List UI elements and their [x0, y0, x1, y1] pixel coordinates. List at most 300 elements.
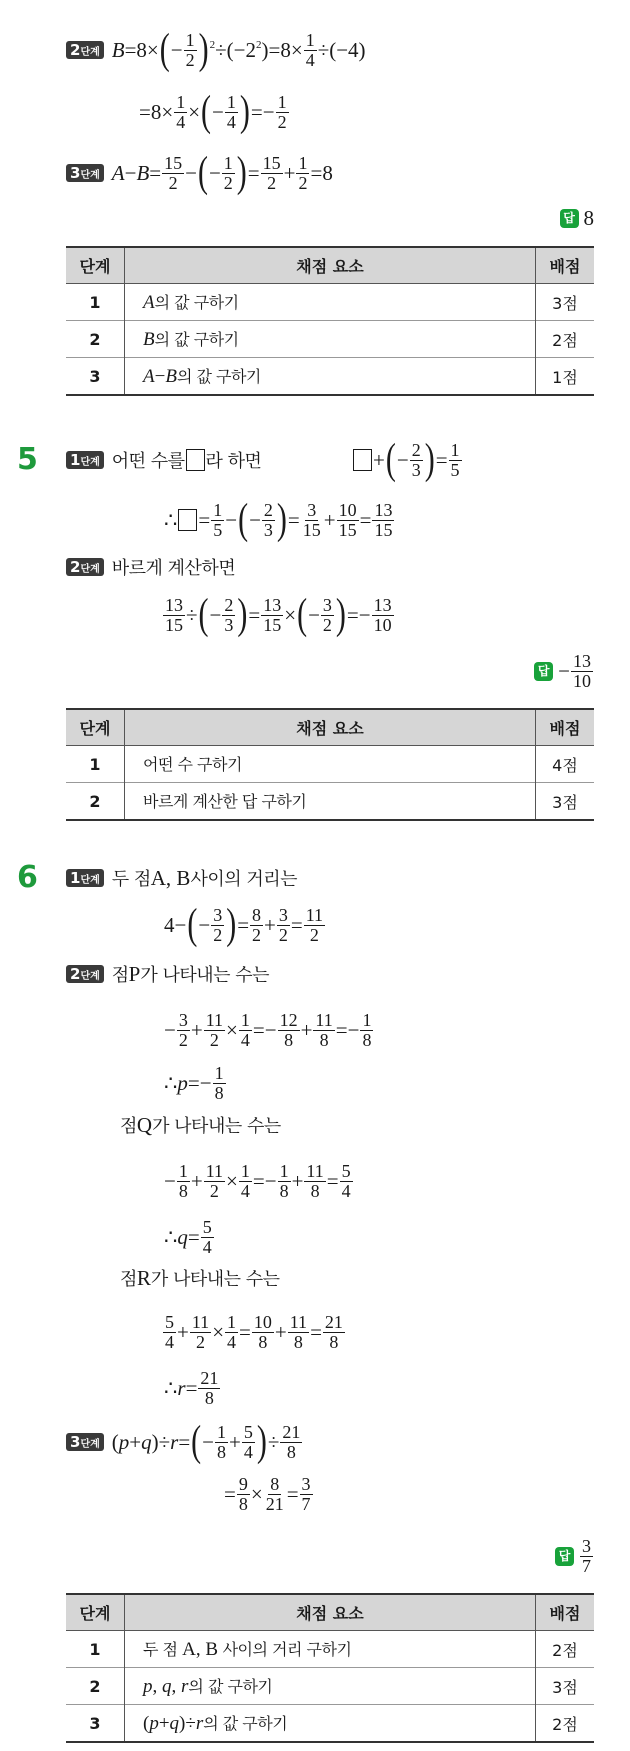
fraction [201, 1218, 214, 1257]
equation [164, 495, 395, 545]
denominator: 10 [373, 614, 392, 635]
numerator: 21 [200, 1367, 219, 1388]
numerator: 10 [253, 1311, 272, 1332]
math-text: − [170, 37, 183, 62]
blank-box-icon [186, 449, 205, 471]
step-badge: 2 단계 [66, 558, 104, 576]
korean-text: 의 값 구하기 [154, 330, 239, 349]
equation [224, 1469, 314, 1519]
math-text: =− [252, 1017, 277, 1042]
denominator: 7 [582, 1555, 591, 1576]
denominator: 8 [238, 1493, 248, 1514]
math-text: − [225, 507, 238, 532]
math-text: − [124, 160, 137, 185]
numerator: 3 [582, 1535, 591, 1556]
math-text: =8 [310, 160, 333, 185]
fraction [262, 501, 275, 540]
right-paren: ) [198, 25, 209, 74]
equation [111, 25, 366, 74]
fraction [449, 441, 462, 480]
left-paren: ( [297, 590, 308, 639]
denominator: 15 [165, 614, 183, 635]
denominator: 4 [243, 1441, 253, 1462]
denominator: 4 [341, 1180, 351, 1201]
math-variable: B [111, 37, 125, 62]
denominator: 2 [267, 172, 277, 193]
numerator: 15 [262, 152, 281, 173]
math-text: = [224, 1481, 236, 1506]
math-text: ∴ [164, 1070, 178, 1095]
equation [111, 1417, 304, 1466]
korean-text: 점 [120, 1269, 137, 1290]
math-text: = [239, 1319, 251, 1344]
numerator: 1 [178, 1160, 188, 1181]
denominator: 8 [204, 1387, 214, 1408]
korean-text: 의 값 구하기 [203, 1714, 288, 1733]
fraction [276, 93, 289, 132]
step-number: 3 [66, 1705, 125, 1743]
fraction [410, 441, 423, 480]
step-badge: 1 단계 [66, 451, 104, 469]
korean-text: 점 [120, 1116, 137, 1137]
denominator: 2 [298, 172, 308, 193]
math-text: =− [252, 1168, 277, 1193]
fraction [163, 1313, 176, 1352]
numerator: 3 [178, 1009, 188, 1030]
table-header-row [66, 247, 594, 284]
korean-text: 바르게 계산한 답 구하기 [143, 792, 307, 811]
scoring-item [125, 783, 536, 821]
denominator: 8 [284, 1029, 294, 1050]
denominator: 3 [411, 459, 421, 480]
denominator: 8 [279, 1180, 289, 1201]
denominator: 4 [227, 1331, 237, 1352]
numerator: 3 [307, 499, 317, 520]
math-text: + [229, 1429, 241, 1454]
korean-text: 두 점 [143, 1640, 183, 1659]
table-row [66, 321, 594, 358]
column-header: 단계 [66, 1594, 125, 1631]
equation [164, 1005, 374, 1055]
table-row [66, 1631, 594, 1668]
right-paren: ) [424, 435, 435, 484]
denominator: 4 [240, 1029, 250, 1050]
fraction [321, 596, 334, 635]
numerator: 21 [324, 1311, 343, 1332]
denominator: 8 [293, 1331, 303, 1352]
math-variable: q [177, 1224, 188, 1249]
math-text: )÷ [179, 1713, 196, 1734]
denominator: 8 [329, 1331, 339, 1352]
numerator: 1 [185, 29, 195, 50]
left-paren: ( [198, 590, 209, 639]
math-text: = [185, 1375, 198, 1400]
points: 2점 [536, 321, 595, 358]
column-header: 배점 [536, 1594, 595, 1631]
column-header: 단계 [66, 247, 125, 284]
fraction [313, 1011, 334, 1050]
right-paren: ) [335, 590, 346, 639]
math-text: 8 [583, 205, 594, 230]
korean-text: 사이의 거리 구하기 [218, 1640, 352, 1659]
step-number: 1 [66, 1631, 125, 1668]
math-text: × [226, 1017, 238, 1042]
math-variable: p [143, 1676, 153, 1697]
math-variable: B [143, 329, 155, 350]
fraction [278, 1011, 300, 1050]
fraction [288, 1313, 309, 1352]
numerator: 1 [213, 499, 223, 520]
denominator: 2 [322, 614, 332, 635]
superscript: 2 [209, 38, 216, 51]
math-text: 4− [164, 912, 187, 937]
numerator: 13 [373, 594, 392, 615]
math-text: − [396, 447, 409, 472]
step-text [120, 1100, 281, 1150]
math-text: = [290, 912, 303, 937]
math-text: = [248, 602, 261, 627]
math-text: =− [346, 602, 371, 627]
math-text: + [264, 912, 276, 937]
numerator: 2 [411, 439, 421, 460]
fraction [304, 31, 317, 70]
q5-step2-line [66, 542, 235, 592]
math-text: =− [335, 1017, 360, 1042]
points: 3점 [536, 284, 595, 321]
math-text: = [149, 160, 162, 185]
denominator: 21 [265, 1493, 284, 1514]
math-text: − [164, 1017, 176, 1042]
math-text: × [226, 1168, 238, 1193]
fraction [372, 501, 394, 540]
answer-value [558, 652, 594, 691]
numerator: 11 [191, 1311, 210, 1332]
equation [162, 590, 395, 640]
denominator: 4 [176, 111, 186, 132]
numerator: 1 [298, 152, 308, 173]
points: 4점 [536, 746, 595, 783]
numerator: 1 [214, 1062, 224, 1083]
math-text: = [198, 507, 211, 532]
math-text: − [154, 366, 166, 387]
numerator: 11 [289, 1311, 308, 1332]
problem-number: 5 [17, 442, 38, 477]
points: 2점 [536, 1631, 595, 1668]
numerator: 5 [341, 1160, 351, 1181]
math-variable: r [181, 1676, 189, 1697]
scoring-item [125, 1631, 536, 1668]
math-text: = [187, 1224, 200, 1249]
fraction [301, 501, 323, 540]
math-text: = [310, 1319, 322, 1344]
korean-text: 사이의 거리는 [190, 869, 298, 890]
math-text: = [247, 160, 260, 185]
denominator: 2 [223, 172, 233, 193]
math-text: =− [187, 1070, 212, 1095]
q4-step2-line [66, 25, 366, 75]
math-text: A, B [182, 1639, 218, 1660]
scoring-item [125, 321, 536, 358]
math-text: ∴ [164, 1375, 178, 1400]
column-header: 배점 [536, 247, 595, 284]
fraction [162, 154, 184, 193]
equation [162, 1307, 346, 1357]
q4-step3-line [66, 148, 333, 198]
math-text: × [212, 1319, 225, 1344]
step-badge: 3 단계 [66, 164, 104, 182]
table-row [66, 1668, 594, 1705]
column-header: 채점 요소 [125, 247, 536, 284]
numerator: 1 [176, 91, 186, 112]
math-text: ÷ [186, 602, 198, 627]
table-header-row [66, 709, 594, 746]
fraction [177, 1011, 190, 1050]
math-text: + [300, 1017, 313, 1042]
problem-number: 6 [17, 860, 38, 895]
math-variable: A [143, 292, 155, 313]
fraction [190, 1313, 211, 1352]
numerator: 1 [305, 29, 315, 50]
fraction [211, 501, 224, 540]
fraction [304, 1162, 325, 1201]
numerator: 11 [205, 1160, 224, 1181]
left-paren: ( [197, 148, 208, 197]
fraction [174, 93, 187, 132]
numerator: 13 [263, 594, 282, 615]
math-text: Q [136, 1112, 153, 1137]
numerator: 2 [263, 499, 273, 520]
numerator: 1 [226, 91, 236, 112]
denominator: 2 [178, 1029, 188, 1050]
numerator: 1 [279, 1160, 289, 1181]
fraction [242, 1423, 255, 1462]
blank-box-icon [178, 509, 197, 531]
math-text: × [188, 99, 201, 124]
scoring-table [66, 246, 594, 396]
math-text: ( [111, 1429, 119, 1454]
numerator: 1 [277, 91, 287, 112]
math-text: − [208, 160, 221, 185]
math-text: R [136, 1265, 151, 1290]
denominator: 8 [310, 1180, 320, 1201]
denominator: 2 [277, 111, 287, 132]
denominator: 8 [319, 1029, 329, 1050]
step-text [112, 447, 262, 473]
fraction [250, 906, 263, 945]
numerator: 12 [279, 1009, 298, 1030]
numerator: 3 [213, 904, 223, 925]
equation [164, 900, 326, 950]
korean-text: 의 값 구하기 [176, 367, 261, 386]
points: 2점 [536, 1705, 595, 1743]
points: 3점 [536, 1668, 595, 1705]
math-text: =8× [124, 37, 159, 62]
math-variable: p [177, 1070, 188, 1095]
math-variable: A [111, 160, 125, 185]
denominator: 8 [217, 1441, 227, 1462]
left-paren: ( [191, 1417, 202, 1466]
fraction [337, 501, 359, 540]
step-badge: 1 단계 [66, 869, 104, 887]
step-text [112, 961, 269, 987]
left-paren: ( [238, 495, 249, 544]
denominator: 15 [374, 519, 393, 540]
numerator: 1 [240, 1009, 250, 1030]
math-variable: p [149, 1713, 159, 1734]
table-row [66, 746, 594, 783]
fraction [239, 1162, 252, 1201]
step-number: 2 [66, 321, 125, 358]
korean-text: 의 값 구하기 [154, 293, 239, 312]
table-row [66, 1705, 594, 1743]
fraction [211, 906, 224, 945]
math-text: × [250, 1481, 263, 1506]
answer-value [579, 1537, 594, 1576]
korean-text: 의 값 구하기 [188, 1677, 273, 1696]
fraction [278, 1162, 291, 1201]
math-variable: q [162, 1676, 172, 1697]
math-text: − [558, 658, 570, 683]
math-text: ÷(−2 [215, 37, 256, 62]
math-text: + [129, 1429, 142, 1454]
equation [164, 1156, 354, 1206]
denominator: 2 [252, 924, 262, 945]
korean-text: 바르게 계산하면 [111, 558, 236, 579]
fraction [215, 1423, 228, 1462]
math-text: = [326, 1168, 339, 1193]
numerator: 13 [165, 594, 183, 615]
fraction [304, 906, 325, 945]
q6-step1-line [66, 853, 297, 903]
step-badge: 2 단계 [66, 965, 104, 983]
korean-text: 두 점 [111, 869, 151, 890]
right-paren: ) [226, 900, 237, 949]
numerator: 5 [243, 1421, 253, 1442]
korean-text: 어떤 수 구하기 [143, 755, 242, 774]
fraction [372, 596, 394, 635]
equation [164, 1363, 221, 1413]
korean-text: 가 나타내는 수는 [150, 1269, 280, 1290]
numerator: 11 [306, 1160, 324, 1181]
answer-icon: 답 [560, 209, 579, 228]
numerator: 8 [252, 904, 262, 925]
math-text: − [308, 602, 320, 627]
fraction [296, 154, 309, 193]
fraction [340, 1162, 353, 1201]
equation [111, 148, 333, 197]
right-paren: ) [239, 87, 250, 136]
q6-step2-line [66, 949, 269, 999]
fraction [204, 1011, 225, 1050]
korean-text: 라 하면 [205, 451, 262, 472]
fraction [323, 1313, 345, 1352]
numerator: 11 [205, 1009, 224, 1030]
step-number: 1 [66, 284, 125, 321]
table-header-row [66, 1594, 594, 1631]
numerator: 3 [301, 1473, 311, 1494]
denominator: 15 [302, 519, 321, 540]
numerator: 5 [165, 1311, 174, 1332]
math-text: =8× [139, 99, 174, 124]
math-text: ( [143, 1713, 150, 1734]
denominator: 4 [226, 111, 236, 132]
denominator: 4 [240, 1180, 250, 1201]
denominator: 5 [450, 459, 460, 480]
answer-icon: 답 [555, 1547, 574, 1566]
denominator: 3 [263, 519, 273, 540]
numerator: 1 [240, 1160, 250, 1181]
right-paren: ) [256, 1417, 267, 1466]
points: 1점 [536, 358, 595, 396]
math-variable: q [141, 1429, 152, 1454]
step-text [112, 865, 297, 891]
fraction [280, 1423, 302, 1462]
fraction [177, 1162, 190, 1201]
korean-text: 가 나타내는 수는 [152, 1116, 281, 1137]
math-text: − [198, 912, 211, 937]
denominator: 8 [214, 1082, 224, 1103]
math-variable: B [165, 366, 177, 387]
step-text [112, 554, 235, 580]
numerator: 1 [450, 439, 460, 460]
column-header: 배점 [536, 709, 595, 746]
right-paren: ) [276, 495, 287, 544]
numerator: 1 [227, 1311, 237, 1332]
math-text: + [291, 1168, 304, 1193]
column-header: 단계 [66, 709, 125, 746]
math-text: × [284, 602, 297, 627]
fraction [225, 93, 238, 132]
korean-text: 점 [111, 965, 129, 986]
math-text: + [158, 1713, 170, 1734]
answer-icon: 답 [534, 662, 553, 681]
denominator: 8 [286, 1441, 296, 1462]
q5-step1-line [66, 435, 261, 485]
math-text: − [249, 507, 261, 532]
superscript: 2 [256, 38, 262, 51]
left-paren: ( [201, 87, 212, 136]
math-text: ∴ [164, 507, 178, 532]
math-variable: B [136, 160, 150, 185]
fraction [163, 596, 185, 635]
step-number: 3 [66, 358, 125, 396]
math-text: + [190, 1017, 203, 1042]
answer [534, 646, 594, 696]
fraction [261, 154, 283, 193]
fraction [264, 1475, 286, 1514]
fraction [222, 596, 235, 635]
answer [555, 1531, 594, 1581]
scoring-item [125, 358, 536, 396]
numerator: 1 [217, 1421, 227, 1442]
fraction [184, 31, 197, 70]
korean-text: 가 나타내는 수는 [140, 965, 270, 986]
scoring-item [125, 1668, 536, 1705]
numerator: 3 [322, 594, 332, 615]
korean-text: 어떤 수를 [111, 451, 185, 472]
math-text: = [287, 507, 300, 532]
right-paren: ) [236, 148, 247, 197]
numerator: 10 [338, 499, 357, 520]
fraction [580, 1537, 593, 1576]
column-header: 채점 요소 [125, 709, 536, 746]
math-variable: p [118, 1429, 130, 1454]
numerator: 8 [270, 1473, 280, 1494]
denominator: 4 [305, 49, 315, 70]
fraction [239, 1011, 252, 1050]
numerator: 15 [164, 152, 183, 173]
math-text: P [128, 961, 141, 986]
